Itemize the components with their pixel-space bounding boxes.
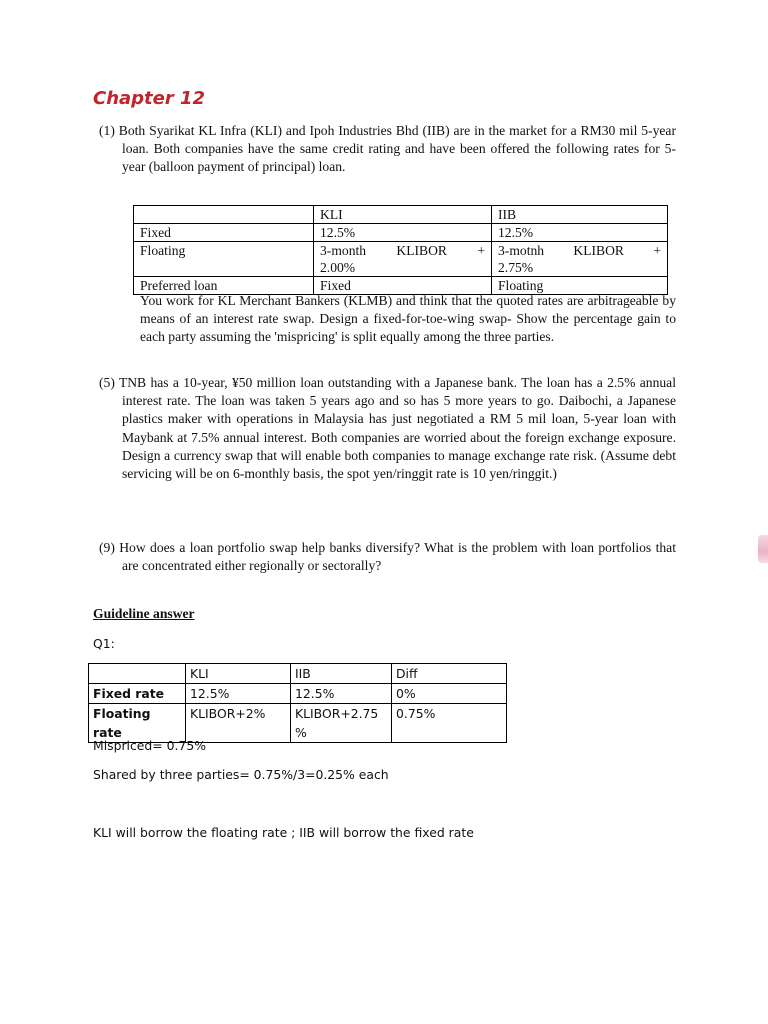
quoted-rates-table bbox=[133, 205, 668, 295]
question-9-text: How does a loan portfolio swap help banks diversify? What is the problem with loan portfolios that are concentrated either regionally or sectorally? bbox=[119, 540, 676, 574]
cell-kli-preferred: Fixed bbox=[314, 277, 492, 295]
question-1-text: Both Syarikat KL Infra (KLI) and Ipoh Industries Bhd (IIB) are in the market for a RM30 mil 5-year loan. Both companies have the same credit rating and have been offered the following rates for 5-year (balloon payment of principal) loan. bbox=[118, 123, 676, 175]
question-9 bbox=[99, 539, 676, 575]
kli-floating-term: 3-month bbox=[320, 243, 367, 258]
question-1-continuation: You work for KL Merchant Bankers (KLMB) and think that the quoted rates are arbitrageable by means of an interest rate swap. Design a fixed-for-toe-wing swap- Show the percentage gain to each party assuming the 'mispricing' is split equally among the three parties. bbox=[140, 293, 676, 345]
kli-floating-spread: 2.00% bbox=[320, 260, 356, 275]
header-cell-blank bbox=[134, 206, 314, 224]
answer-cell: KLIBOR+2.75 % bbox=[291, 704, 392, 743]
question-1-number: (1) bbox=[99, 123, 115, 138]
answer-cell: 12.5% bbox=[186, 684, 291, 704]
question-5 bbox=[99, 374, 676, 483]
header-cell-kli: KLI bbox=[314, 206, 492, 224]
iib-floating-spread: 2.75% bbox=[498, 260, 534, 275]
answer-cell: 0% bbox=[392, 684, 507, 704]
kli-floating-plus: + bbox=[477, 243, 485, 258]
iib-floating-plus: + bbox=[653, 243, 661, 258]
answer-header-blank bbox=[89, 664, 186, 684]
answer-cell: 0.75% bbox=[392, 704, 507, 743]
cell-kli-floating bbox=[314, 242, 492, 277]
answer-row-label-floating: Floating rate bbox=[89, 704, 186, 743]
table-row bbox=[134, 206, 668, 224]
table-row bbox=[134, 242, 668, 277]
guideline-heading: Guideline answer bbox=[93, 606, 195, 621]
answer-header-iib: IIB bbox=[291, 664, 392, 684]
answer-cell: KLIBOR+2% bbox=[186, 704, 291, 743]
answer-row-label-fixed: Fixed rate bbox=[89, 684, 186, 704]
cell-iib-preferred: Floating bbox=[492, 277, 668, 295]
page-edge-marker bbox=[758, 535, 768, 563]
answer-cell: 12.5% bbox=[291, 684, 392, 704]
cell-iib-fixed: 12.5% bbox=[492, 224, 668, 242]
question-5-number: (5) bbox=[99, 375, 115, 390]
cell-kli-fixed: 12.5% bbox=[314, 224, 492, 242]
table-row bbox=[134, 224, 668, 242]
answer-header-kli: KLI bbox=[186, 664, 291, 684]
row-label-floating: Floating bbox=[134, 242, 314, 277]
chapter-title: Chapter 12 bbox=[93, 88, 206, 109]
question-5-text: TNB has a 10-year, ¥50 million loan outstanding with a Japanese bank. The loan has a 2.5% annual interest rate. The loan was taken 5 years ago and so has 5 more years to go. Daibochi, a Japanese plastics maker with operations in Malaysia has just negotiated a RM 5 mil loan, 5-year loan with Maybank at 7.5% annual interest. Both companies are worried about the foreign exchange exposure. Design a currency swap that will enable both companies to manage exchange rate risk. (Assume debt servicing will be on 6-monthly basis, the spot yen/ringgit rate is 10 yen/ringgit.) bbox=[118, 375, 676, 482]
question-9-number: (9) bbox=[99, 540, 115, 555]
row-label-fixed: Fixed bbox=[134, 224, 314, 242]
answer-q1-label: Q1: bbox=[93, 636, 115, 651]
shared-line: Shared by three parties= 0.75%/3=0.25% each bbox=[93, 767, 389, 782]
row-label-preferred: Preferred loan bbox=[134, 277, 314, 295]
iib-floating-index: KLIBOR bbox=[573, 243, 624, 258]
header-cell-iib: IIB bbox=[492, 206, 668, 224]
answer-header-diff: Diff bbox=[392, 664, 507, 684]
cell-iib-floating bbox=[492, 242, 668, 277]
table-row bbox=[89, 664, 507, 684]
iib-floating-term: 3-motnh bbox=[498, 243, 545, 258]
answer-table bbox=[88, 663, 507, 743]
kli-floating-index: KLIBOR bbox=[396, 243, 447, 258]
conclusion-line: KLI will borrow the floating rate ; IIB will borrow the fixed rate bbox=[93, 825, 474, 840]
question-1 bbox=[99, 122, 676, 177]
table-row bbox=[89, 704, 507, 743]
table-row bbox=[89, 684, 507, 704]
mispriced-line: Mispriced= 0.75% bbox=[93, 738, 206, 753]
